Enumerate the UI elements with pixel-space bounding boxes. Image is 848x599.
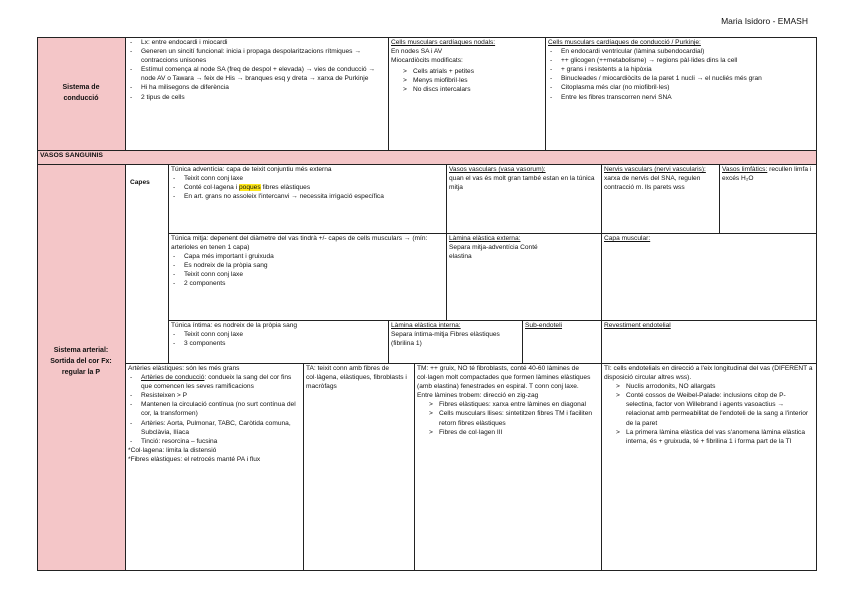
purkinje-item: - Entre les fibres transcorren nervi SNA [548,93,813,102]
lam-int-text: Separa íntima-mitja Fibres elàstiques (fibrilina 1) [391,331,500,348]
highlight-poques: poques [239,184,261,192]
limf-text: recullen limfa i excés H₂O [722,166,812,183]
tm-item: > Cells musculars llises: sintetitzen fibres TM i faciliten retorn fibres elàstiques [417,409,598,427]
revestiment-title: Revestiment endotelial [604,322,671,329]
mitja-item: - Teixit conn conj laxe [171,270,443,279]
elast-intro: Artèries elàstiques: són les més grans [128,365,240,372]
elast-note: *Col·lagena: limita la distensió [128,446,217,454]
vasos-header: VASOS SANGUINIS [40,152,103,159]
ta-text: TA: teixit conn amb fibres de col·làgena, elàstiques, fibroblasts i macròfags [306,365,407,391]
conduction-general-col [125,37,388,150]
elast-note: *Fibres elàstiques: el retrocés manté PA i flux [128,455,261,463]
mitja-item: - Es nodreix de la pròpia sang [171,261,443,270]
arteries-elastiques [125,363,303,570]
adventicia-title: Túnica adventícia: capa de teixit conjuntiu més externa [171,166,332,173]
tm-intro: Entre làmines trobem: direcció en zig-zag [417,392,539,400]
nodal-item: > Menys miofibril·les [391,76,542,85]
vasa-title: Vasos vasculars (vasa vasorum): [449,166,546,173]
purkinje-item: - Binucleades / miocardiòcits de la paret 1 nucli → el nucliés més gran [548,74,813,83]
tunica-adventicia [168,164,446,233]
elast-link: Artèries de conducció [141,374,205,382]
ti-item: > Conté cossos de Weibel-Palade: inclusions citop de P-selectina, factor von Willebrand i agents vasoactius → relacionat amb permeabilitat de l'endoteli de la sang a l'interior de la paret [604,391,813,427]
subendoteli-title: Sub-endoteli [525,322,563,329]
tunica-mitja [168,233,446,320]
elast-item: - Resisteixen > P [128,391,300,400]
limf-title: Vasos limfàtics: [722,166,768,173]
mitja-title: Túnica mitja: depenent del diàmetre del vas tindrà +/- capes de cells musculars → (mín: arterioles en tenen 1 capa) [171,235,428,252]
nodal-cells-title: Cells musculars cardíaques nodals: [391,39,496,46]
adventicia-item: - En art. grans no assoleix l'intercanvi → necessita irrigació específica [171,192,443,201]
purkinje-cells-title: Cells musculars cardíaques de conducció / Purkinje: [548,39,701,46]
nodal-item: > Cells atrials + petites [391,67,542,76]
adventicia-item: - Teixit conn conj laxe [171,174,443,183]
nervis-vasculars [601,164,719,233]
lam-ext-text: Separa mitja-adventícia Conté elastina [449,244,538,261]
ta-cell [303,363,414,570]
mitja-item: - 2 components [171,279,443,288]
nervis-title: Nervis vasculars (nervi vascularis): [604,166,706,173]
purkinje-cells-col [545,37,816,150]
adventicia-item: - Conté col·lagena i poques fibres elàstiques [171,183,443,192]
purkinje-item: - ++ glicogen (++metabolisme) → regions pàl·lides dins la cell [548,56,813,65]
vasos-limfatics [719,164,816,233]
tm-item: > Fibres elàstiques: xarxa entre làmines en diagonal [417,400,598,409]
arterial-label: Sistema arterial: Sortida del cor Fx: regular la P [50,347,112,376]
intima-item: - Teixit conn conj laxe [171,330,385,339]
lam-ext-title: Làmina elàstica externa: [449,235,521,242]
intima-item: - 3 components [171,339,385,348]
capes-cell [125,164,168,363]
elast-item: - Artèries: Aorta, Pulmonar, TABC, Caròtida comuna, Subclàvia, Ilíaca [128,419,300,437]
conduction-item: - Hi ha milisegons de diferència [128,83,385,92]
author: Maria Isidoro - EMASH [721,16,808,26]
conduction-label: Sistema de conducció [62,84,100,102]
conduction-item: - Estímul comença al node SA (freq de despol + elevada) → vies de conducció → node AV o Tawara → feix de His → branques esq y dreta → xarxa de Purkinje [128,65,385,83]
lam-int-title: Làmina elàstica interna: [391,322,461,329]
vasa-vasorum [446,164,601,233]
vasos-header-bar [37,150,816,164]
tm-cell [414,363,601,570]
arterial-label-cell [37,164,125,570]
nodal-item: > No discs intercalars [391,85,542,94]
nervis-text: xarxa de nervis del SNA, regulen contracció m. lls parets wss [604,175,701,192]
mitja-item: - Capa més important i gruixuda [171,252,443,261]
ti-cell [601,363,816,570]
ti-text: TI: cells endotelials en direcció a l'eix longitudinal del vas (DIFERENT a disposició circular altres wss). [604,365,813,382]
ti-item: > La primera làmina elàstica del vas s'anomena làmina elàstica interna, és + gruixuda, té + fibrilina 1 i forma part de la TI [604,428,813,446]
elast-item: - Mantenen la circulació contínua (no surt contínua del cor, la transformen) [128,400,300,418]
conduction-item: - Generen un sincití funcional: inicia i propaga despolaritzacions rítmiques → contraccions unisones [128,47,385,65]
capes-label: Capes [130,179,150,186]
ti-item: > Nuclis arrodonits, NO allargats [604,382,813,391]
elast-item: - Artèries de conducció: condueix la sang del cor fins que comencen les seves ramificacions [128,373,300,391]
subendoteli [522,320,601,363]
tunica-intima [168,320,388,363]
purkinje-item: - En endocardi ventricular (làmina subendocardial) [548,47,813,56]
purkinje-item: - + grans i resistents a la hipòxia [548,65,813,74]
tm-text: TM: ++ gruix, NO té fibroblasts, conté 40-60 làmines de col·lagen molt compactades que formen làmines elàstiques (amb elastina) fenestrades en espiral. T conn conj laxe. [417,365,591,391]
conduction-label-cell [37,37,125,150]
lamina-externa [446,233,601,320]
elast-item: - Tinció: resorcina – fucsina [128,437,300,446]
capa-muscular [601,233,816,320]
vasa-text: quan el vas és molt gran també estan en la túnica mitja [449,175,595,192]
nodal-line: Miocardiòcits modificats: [391,57,463,65]
purkinje-item: - Citoplasma més clar (no miofibril·les) [548,83,813,92]
capa-muscular-title: Capa muscular: [604,235,651,242]
conduction-item: - Lx: entre endocardi i miocardi [128,38,385,47]
lamina-interna [388,320,522,363]
conduction-item: - 2 tipus de cells [128,93,385,102]
nodal-cells-col [388,37,545,150]
tm-item: > Fibres de col·lagen III [417,428,598,437]
revestiment-endotelial [601,320,816,363]
nodal-line: En nodes SA i AV [391,48,443,56]
intima-title: Túnica íntima: es nodreix de la pròpia sang [171,322,298,329]
